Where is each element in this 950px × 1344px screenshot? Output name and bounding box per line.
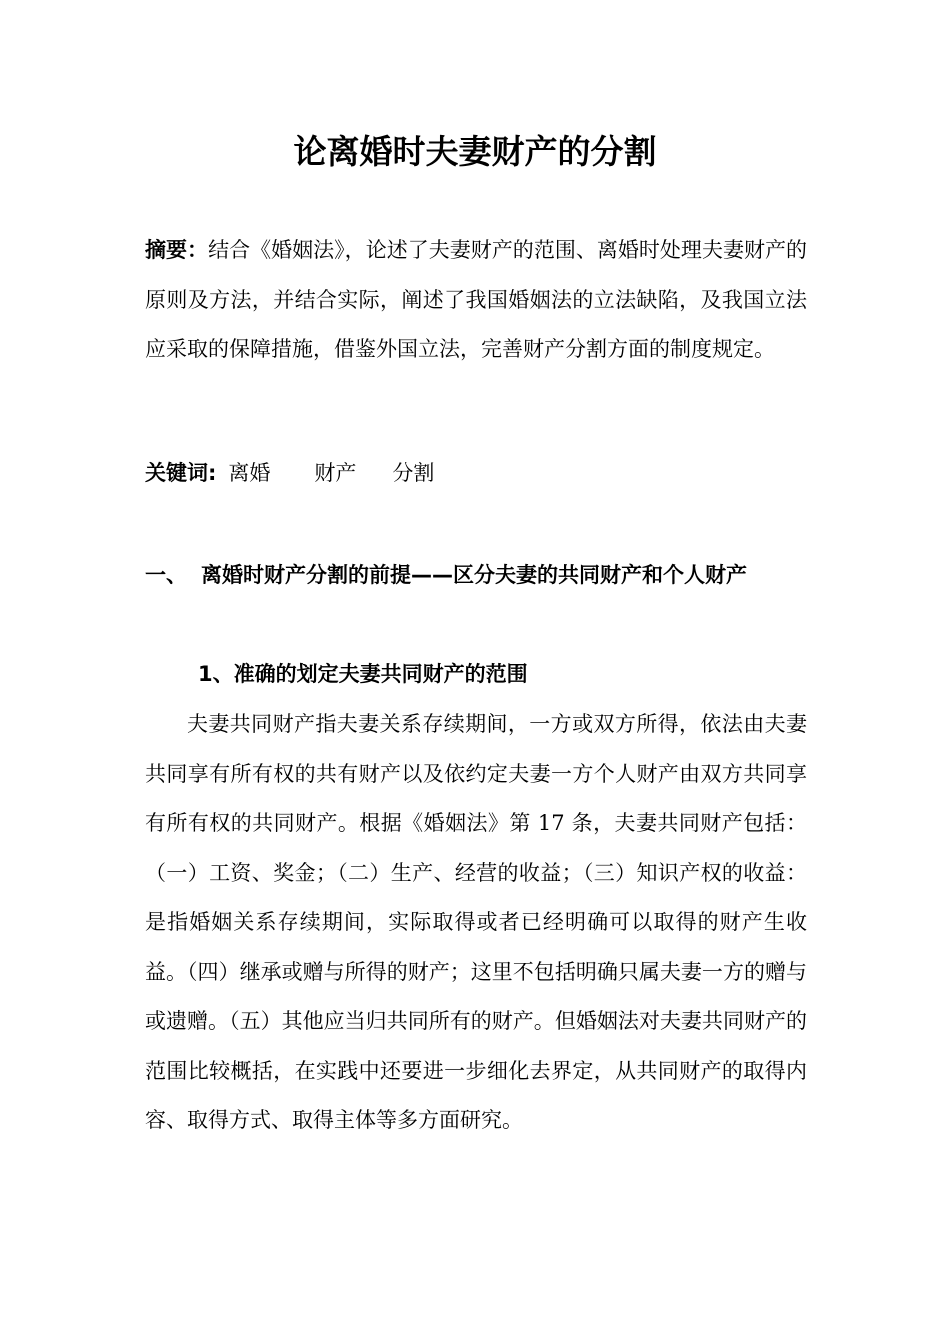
abstract-label: 摘要： — [145, 238, 209, 262]
abstract-paragraph — [145, 226, 807, 375]
section-title: 离婚时财产分割的前提——区分夫妻的共同财产和个人财产 — [201, 563, 747, 587]
document-title: 论离婚时夫妻财产的分割 — [293, 132, 657, 171]
keywords-label: 关键词: — [145, 461, 217, 485]
section-heading — [145, 551, 807, 601]
keyword-item: 分割 — [392, 461, 435, 485]
keyword-item: 离婚 — [228, 461, 271, 485]
keywords-line — [145, 449, 434, 499]
abstract-text: 结合《婚姻法》，论述了夫妻财产的范围、离婚时处理夫妻财产的原则及方法，并结合实际，阐述了我国婚姻法的立法缺陷，及我国立法应采取的保障措施，借鉴外国立法，完善财产分割方面的制度规定。 — [145, 238, 808, 361]
keyword-item: 财产 — [314, 461, 357, 485]
section-number: 一、 — [145, 563, 187, 587]
body-paragraph: 夫妻共同财产指夫妻关系存续期间，一方或双方所得，依法由夫妻共同享有所有权的共有财产以及依约定夫妻一方个人财产由双方共同享有所有权的共同财产。根据《婚姻法》第 17 条，夫妻共同财产包括：（一）工资、奖金；（二）生产、经营的收益；（三）知识产权的收益：是指婚姻关系存续期间，实际取得或者已经明确可以取得的财产生收益。（四）继承或赠与所得的财产；这里不包括明确只属夫妻一方的赠与或遗赠。（五）其他应当归共同所有的财产。但婚姻法对夫妻共同财产的范围比较概括，在实践中还要进一步细化去界定，从共同财产的取得内容、取得方式、取得主体等多方面研究。 — [145, 712, 807, 1132]
subsection-heading: 1、准确的划定夫妻共同财产的范围 — [198, 662, 528, 686]
